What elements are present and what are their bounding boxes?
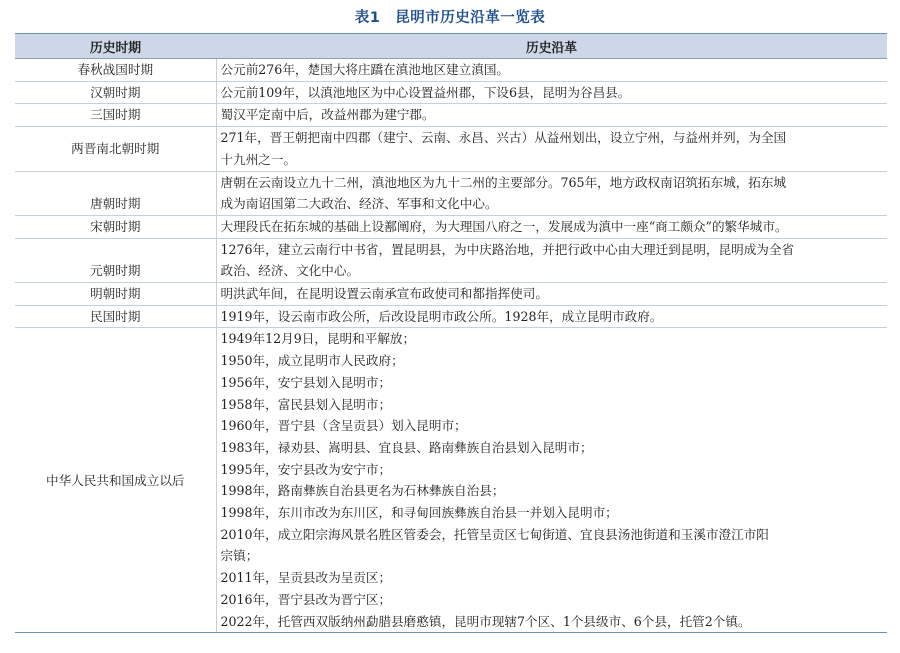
era-cell: 三国时期 — [15, 104, 216, 127]
history-line: 1983年，禄劝县、嵩明县、宜良县、路南彝族自治县划入昆明市； — [220, 439, 593, 455]
table-row — [15, 328, 887, 633]
era-cell: 唐朝时期 — [15, 171, 216, 215]
history-cell — [216, 104, 887, 127]
history-line: 1960年，晋宁县（含呈贡县）划入昆明市； — [220, 418, 467, 434]
history-line: 1950年，成立昆明市人民政府； — [220, 353, 404, 369]
history-line: 成为南诏国第二大政治、经济、军事和文化中心。 — [220, 196, 498, 212]
era-cell: 元朝时期 — [15, 238, 216, 282]
history-table — [15, 33, 887, 633]
history-line: 2016年，晋宁县改为晋宁区； — [220, 591, 392, 607]
table-row — [15, 215, 887, 238]
history-line: 1958年，富民县划入昆明市； — [220, 396, 392, 412]
history-line: 2022年，托管西双版纳州勐腊县磨憨镇，昆明市现辖7个区、1个县级市、6个县，托管2个镇。 — [220, 613, 751, 629]
history-line: 宗镇； — [220, 548, 259, 564]
era-cell: 明朝时期 — [15, 283, 216, 306]
history-cell — [216, 305, 887, 328]
history-line: 明洪武年间，在昆明设置云南承宣布政使司和都指挥使司。 — [220, 286, 548, 302]
history-cell — [216, 328, 887, 633]
history-cell — [216, 215, 887, 238]
era-cell: 春秋战国时期 — [15, 59, 216, 82]
table-row — [15, 127, 887, 171]
era-cell: 民国时期 — [15, 305, 216, 328]
history-line: 蜀汉平定南中后，改益州郡为建宁郡。 — [220, 107, 435, 123]
history-cell — [216, 59, 887, 82]
table-title: 表1 昆明市历史沿革一览表 — [354, 10, 546, 26]
history-line: 1998年，东川市改为东川区，和寻甸回族彝族自治县一并划入昆明市； — [220, 505, 618, 521]
history-cell — [216, 283, 887, 306]
table-row — [15, 283, 887, 306]
history-line: 1956年，安宁县划入昆明市； — [220, 374, 392, 390]
era-cell: 两晋南北朝时期 — [15, 127, 216, 171]
history-cell — [216, 238, 887, 282]
history-cell — [216, 127, 887, 171]
era-cell: 汉朝时期 — [15, 81, 216, 104]
history-line: 2011年，呈贡县改为呈贡区； — [220, 570, 392, 586]
table-row — [15, 171, 887, 215]
history-line: 1998年，路南彝族自治县更名为石林彝族自治县； — [220, 483, 505, 499]
era-cell: 中华人民共和国成立以后 — [15, 328, 216, 633]
history-line: 271年，晋王朝把南中四郡（建宁、云南、永昌、兴古）从益州划出，设立宁州，与益州并列，为全国 — [220, 130, 787, 146]
history-line: 1949年12月9日，昆明和平解放； — [220, 331, 416, 347]
history-line: 1276年，建立云南行中书省，置昆明县，为中庆路治地，并把行政中心由大理迁到昆明，昆明成为全省 — [220, 241, 795, 257]
history-line: 十九州之一。 — [220, 151, 297, 167]
history-line: 公元前109年，以滇池地区为中心设置益州郡，下设6县，昆明为谷昌县。 — [220, 84, 631, 100]
history-line: 1995年，安宁县改为安宁市； — [220, 461, 392, 477]
table-row — [15, 81, 887, 104]
history-line: 公元前276年，楚国大将庄蹻在滇池地区建立滇国。 — [220, 62, 510, 77]
era-cell: 宋朝时期 — [15, 215, 216, 238]
history-line: 2010年，成立阳宗海风景名胜区管委会，托管呈贡区七甸街道、宜良县汤池街道和玉溪市澄江市阳 — [220, 526, 769, 542]
history-line: 1919年，设云南市政公所，后改设昆明市政公所。1928年，成立昆明市政府。 — [220, 308, 663, 324]
header-history: 历史沿革 — [216, 34, 887, 59]
header-era: 历史时期 — [15, 34, 216, 59]
history-cell — [216, 171, 887, 215]
history-line: 唐朝在云南设立九十二州，滇池地区为九十二州的主要部分。765年，地方政权南诏筑拓东城，拓东城 — [220, 174, 787, 190]
table-row — [15, 104, 887, 127]
table-row — [15, 238, 887, 282]
history-cell — [216, 81, 887, 104]
table-row — [15, 305, 887, 328]
header-row — [15, 34, 887, 59]
table-row — [15, 59, 887, 82]
history-line: 大理段氏在拓东城的基础上设鄯阐府，为大理国八府之一，发展成为滇中一座“商工颇众”的繁华城市。 — [220, 218, 788, 234]
history-line: 政治、经济、文化中心。 — [220, 263, 360, 279]
